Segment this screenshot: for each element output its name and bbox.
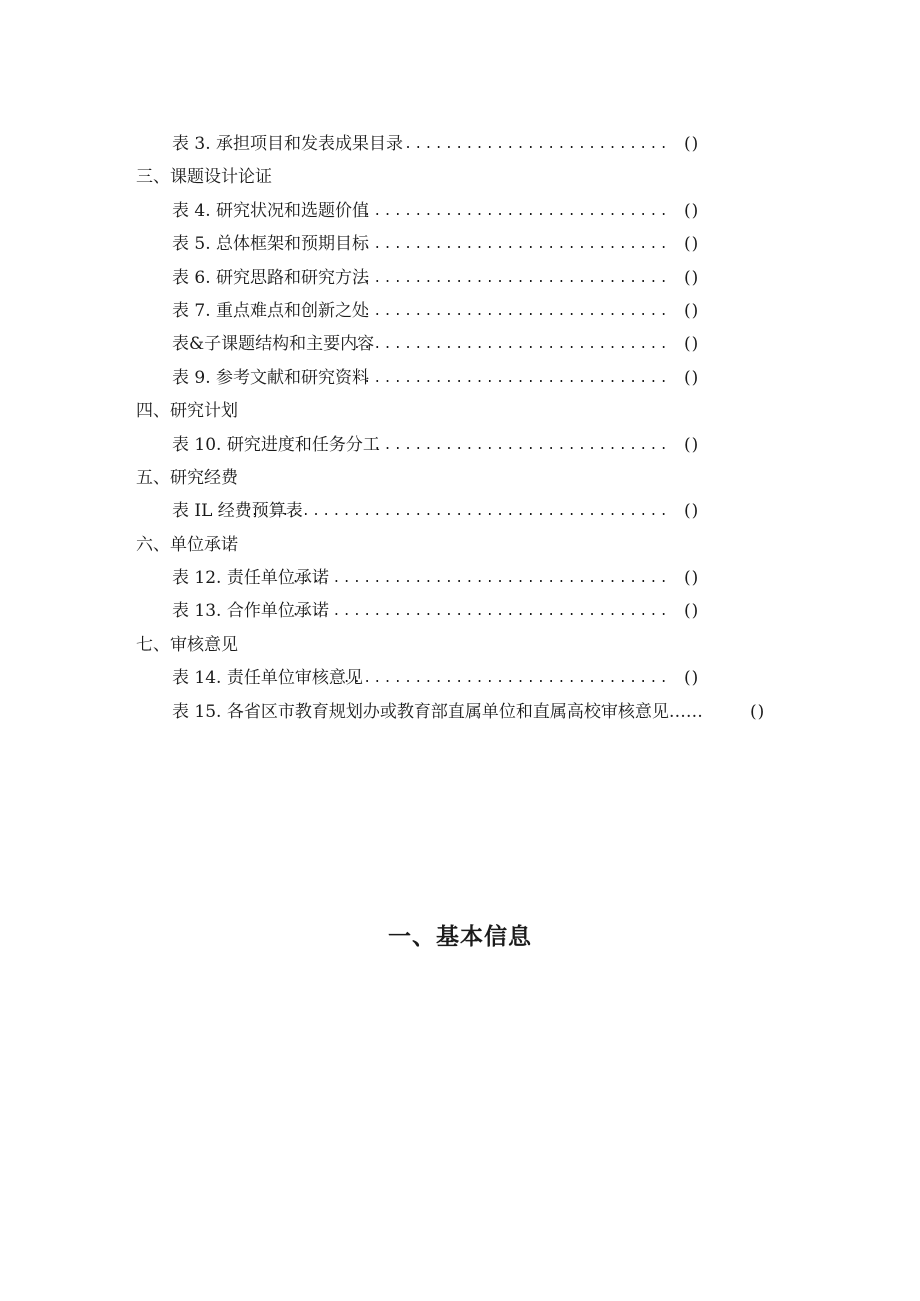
toc-entry-title: 表 13. 合作单位承诺 xyxy=(172,601,329,622)
toc-entry-title: 表 10. 研究进度和任务分工 xyxy=(172,434,380,455)
toc-leader-dots: ..................................... xyxy=(291,604,670,620)
section-heading-basic-info: 一、基本信息 xyxy=(388,924,532,950)
toc-leader-dots: .............................. xyxy=(363,270,670,286)
table-of-contents xyxy=(0,128,920,729)
toc-entry-title: 表 9. 参考文献和研究资料 xyxy=(172,367,370,388)
toc-entry-table-14 xyxy=(0,662,920,695)
toc-page-number: () xyxy=(750,701,766,722)
toc-section-4 xyxy=(0,395,920,428)
toc-section-title: 四、研究计划 xyxy=(136,401,238,422)
toc-entry-title: 表 12. 责任单位承诺 xyxy=(172,568,329,589)
toc-section-title: 五、研究经费 xyxy=(136,467,238,488)
toc-leader-dots: .............................. xyxy=(363,370,670,386)
toc-page-number: () xyxy=(684,668,700,689)
toc-section-3 xyxy=(0,161,920,194)
toc-entry-table-13 xyxy=(0,595,920,628)
toc-leader-dots: .............................. xyxy=(363,203,670,219)
toc-entry-title: 表 15. 各省区市教育规划办或教育部直属单位和直属高校审核意见…… xyxy=(172,701,703,722)
toc-leader-dots: ............................... xyxy=(352,337,670,353)
toc-entry-title: 表 IL 经费预算表 xyxy=(172,501,303,522)
toc-page-number: () xyxy=(684,601,700,622)
toc-entry-title: 表 6. 研究思路和研究方法 xyxy=(172,267,370,288)
toc-entry-title: 表 4. 研究状况和选题价值 xyxy=(172,200,370,221)
toc-page-number: () xyxy=(684,267,700,288)
toc-section-title: 三、课题设计论证 xyxy=(136,167,272,188)
toc-entry-title: 表 5. 总体框架和预期目标 xyxy=(172,234,370,255)
toc-leader-dots: .......................... xyxy=(404,137,670,152)
toc-section-6 xyxy=(0,529,920,562)
toc-page-number: () xyxy=(684,367,700,388)
toc-page-number: () xyxy=(684,334,700,355)
toc-page-number: () xyxy=(684,434,700,455)
toc-page-number: () xyxy=(684,568,700,589)
toc-entry-table-4 xyxy=(0,195,920,228)
toc-section-5 xyxy=(0,462,920,495)
toc-entry-title: 表&子课题结构和主要内容 xyxy=(172,334,375,355)
toc-section-title: 七、审核意见 xyxy=(136,634,238,655)
toc-page-number: () xyxy=(684,501,700,522)
toc-entry-table-10 xyxy=(0,429,920,462)
toc-page-number: () xyxy=(684,300,700,321)
toc-entry-table-3 xyxy=(0,128,920,161)
toc-entry-table-5 xyxy=(0,228,920,261)
toc-entry-title: 表 14. 责任单位审核意见 xyxy=(172,668,363,689)
toc-entry-table-12 xyxy=(0,562,920,595)
toc-section-title: 六、单位承诺 xyxy=(136,534,238,555)
toc-entry-title: 表 3. 承担项目和发表成果目录 xyxy=(172,134,404,154)
toc-entry-table-8 xyxy=(0,328,920,361)
toc-entry-title: 表 7. 重点难点和创新之处 xyxy=(172,300,370,321)
toc-leader-dots: .............................. xyxy=(363,237,670,253)
toc-entry-table-11 xyxy=(0,495,920,528)
toc-leader-dots: ..................................... xyxy=(291,571,670,587)
toc-entry-table-7 xyxy=(0,295,920,328)
toc-leader-dots: .............................. xyxy=(363,303,670,319)
toc-leader-dots: ............................. xyxy=(373,437,670,453)
toc-section-7 xyxy=(0,629,920,662)
toc-entry-table-6 xyxy=(0,262,920,295)
toc-page-number: () xyxy=(684,200,700,221)
toc-leader-dots: ......................................... xyxy=(250,504,670,520)
toc-page-number: () xyxy=(684,134,700,154)
toc-entry-table-9 xyxy=(0,362,920,395)
toc-page-number: () xyxy=(684,234,700,255)
toc-leader-dots: ................................ xyxy=(342,671,670,687)
toc-entry-table-15 xyxy=(0,696,920,729)
